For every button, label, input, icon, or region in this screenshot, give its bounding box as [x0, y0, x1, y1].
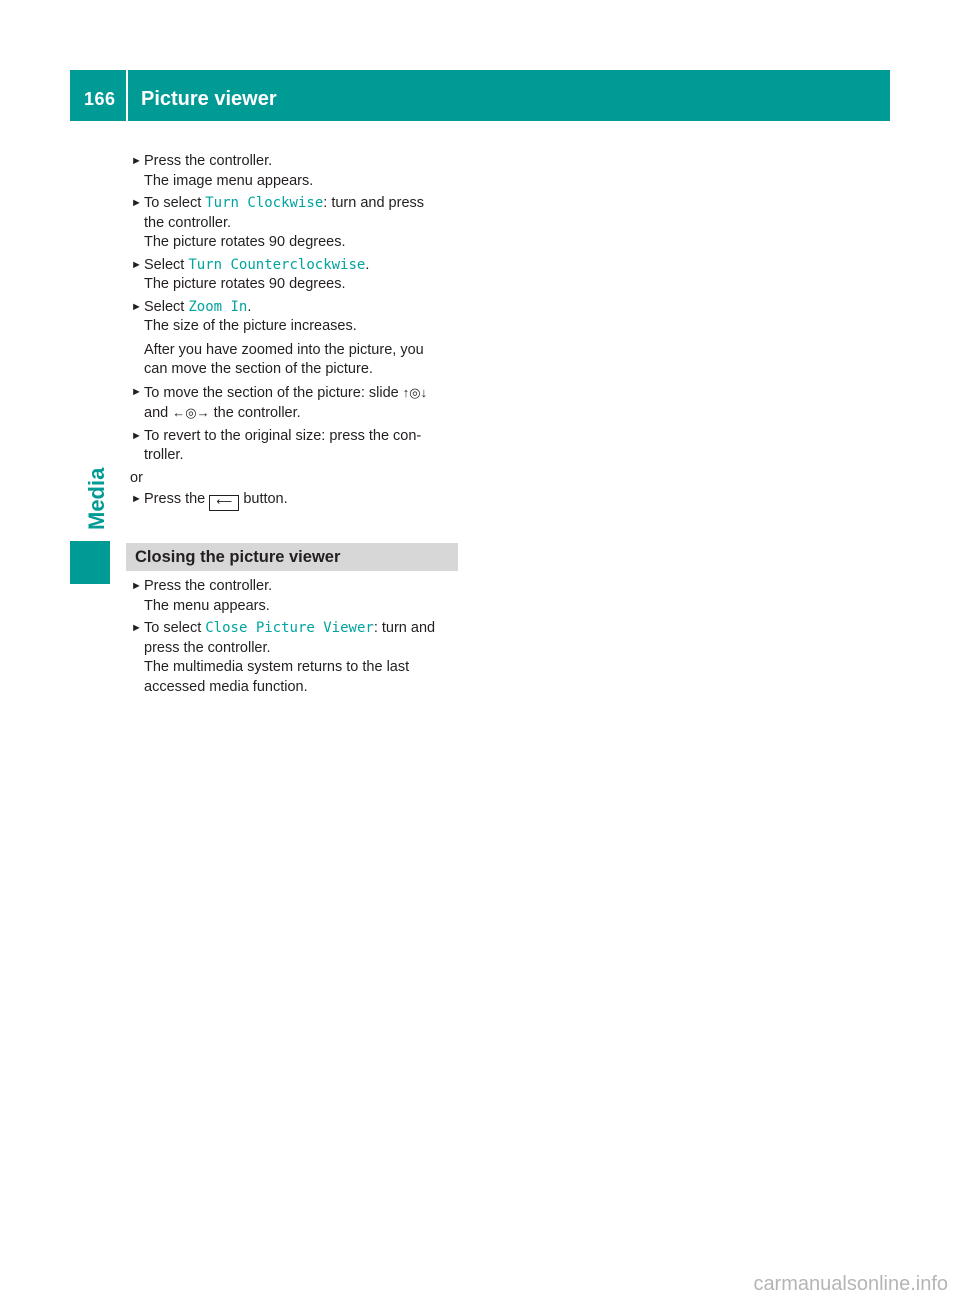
step-result: The picture rotates 90 degrees. — [144, 234, 346, 250]
slide-left-right-icon: ←◎→ — [172, 405, 210, 420]
step-arrow-icon: ► — [131, 493, 142, 505]
step-arrow-icon: ► — [131, 300, 142, 313]
step-revert-size — [130, 427, 460, 466]
back-button-icon: ⟵ — [209, 495, 239, 511]
menu-item-turn-clockwise: Turn Clockwise — [205, 195, 324, 211]
step-arrow-icon: ► — [131, 197, 142, 209]
step-arrow-icon: ► — [131, 385, 142, 398]
or-text: or — [130, 469, 143, 486]
step-result: The size of the picture increases. — [144, 318, 357, 334]
step-text: press the controller. — [144, 639, 271, 656]
step-press-back — [130, 490, 460, 511]
side-tab-marker — [70, 541, 110, 584]
step-text: Select Zoom In. — [144, 298, 252, 315]
step-text: Press the controller. — [144, 578, 273, 594]
step-arrow-icon: ► — [131, 429, 142, 442]
step-text: Press the ⟵ button. — [144, 490, 460, 511]
closing-instructions — [130, 577, 460, 700]
step-turn-counterclockwise — [130, 256, 460, 295]
step-arrow-icon: ► — [131, 155, 142, 167]
step-result: The multimedia system returns to the last — [144, 659, 410, 675]
step-text: To select Close Picture Viewer: turn and — [144, 620, 436, 636]
step-arrow-icon: ► — [131, 580, 142, 592]
menu-item-turn-counterclockwise: Turn Counterclockwise — [188, 256, 366, 273]
slide-up-down-icon: ↑◎↓ — [402, 384, 428, 400]
step-press-controller — [130, 577, 460, 616]
section-heading: Closing the picture viewer — [126, 543, 458, 571]
step-result: accessed media function. — [144, 678, 308, 695]
menu-item-close-picture-viewer: Close Picture Viewer — [205, 620, 374, 636]
watermark: carmanualsonline.info — [753, 1273, 948, 1295]
page-title: Picture viewer — [141, 88, 277, 110]
step-text: To revert to the original size: press the con- — [144, 427, 422, 444]
step-turn-clockwise — [130, 194, 460, 253]
header-divider — [126, 70, 128, 121]
header-bar — [70, 70, 890, 121]
step-move-section — [130, 383, 460, 424]
step-text: Select Turn Counterclockwise. — [144, 256, 370, 273]
step-arrow-icon: ► — [131, 258, 142, 271]
instructions — [130, 152, 460, 514]
step-press-controller — [130, 152, 460, 191]
step-text: Press the controller. — [144, 153, 273, 169]
step-close-viewer — [130, 619, 460, 697]
step-text: To select Turn Clockwise: turn and press — [144, 195, 425, 211]
step-result: The image menu appears. — [144, 172, 314, 189]
step-text: the controller. — [144, 214, 232, 231]
step-zoom-in — [130, 298, 460, 337]
step-result: The picture rotates 90 degrees. — [144, 276, 346, 292]
page-number: 166 — [84, 89, 116, 109]
side-section-label: Media — [84, 467, 109, 530]
step-text: and ←◎→ the controller. — [144, 405, 301, 421]
step-result: The menu appears. — [144, 597, 270, 614]
menu-item-zoom-in: Zoom In — [188, 298, 248, 315]
step-arrow-icon: ► — [131, 622, 142, 634]
zoom-note: After you have zoomed into the picture, you can move the section of the picture. — [144, 341, 424, 377]
step-text: To move the section of the picture: slide ↑◎↓ — [144, 384, 428, 401]
step-text: troller. — [144, 447, 184, 463]
